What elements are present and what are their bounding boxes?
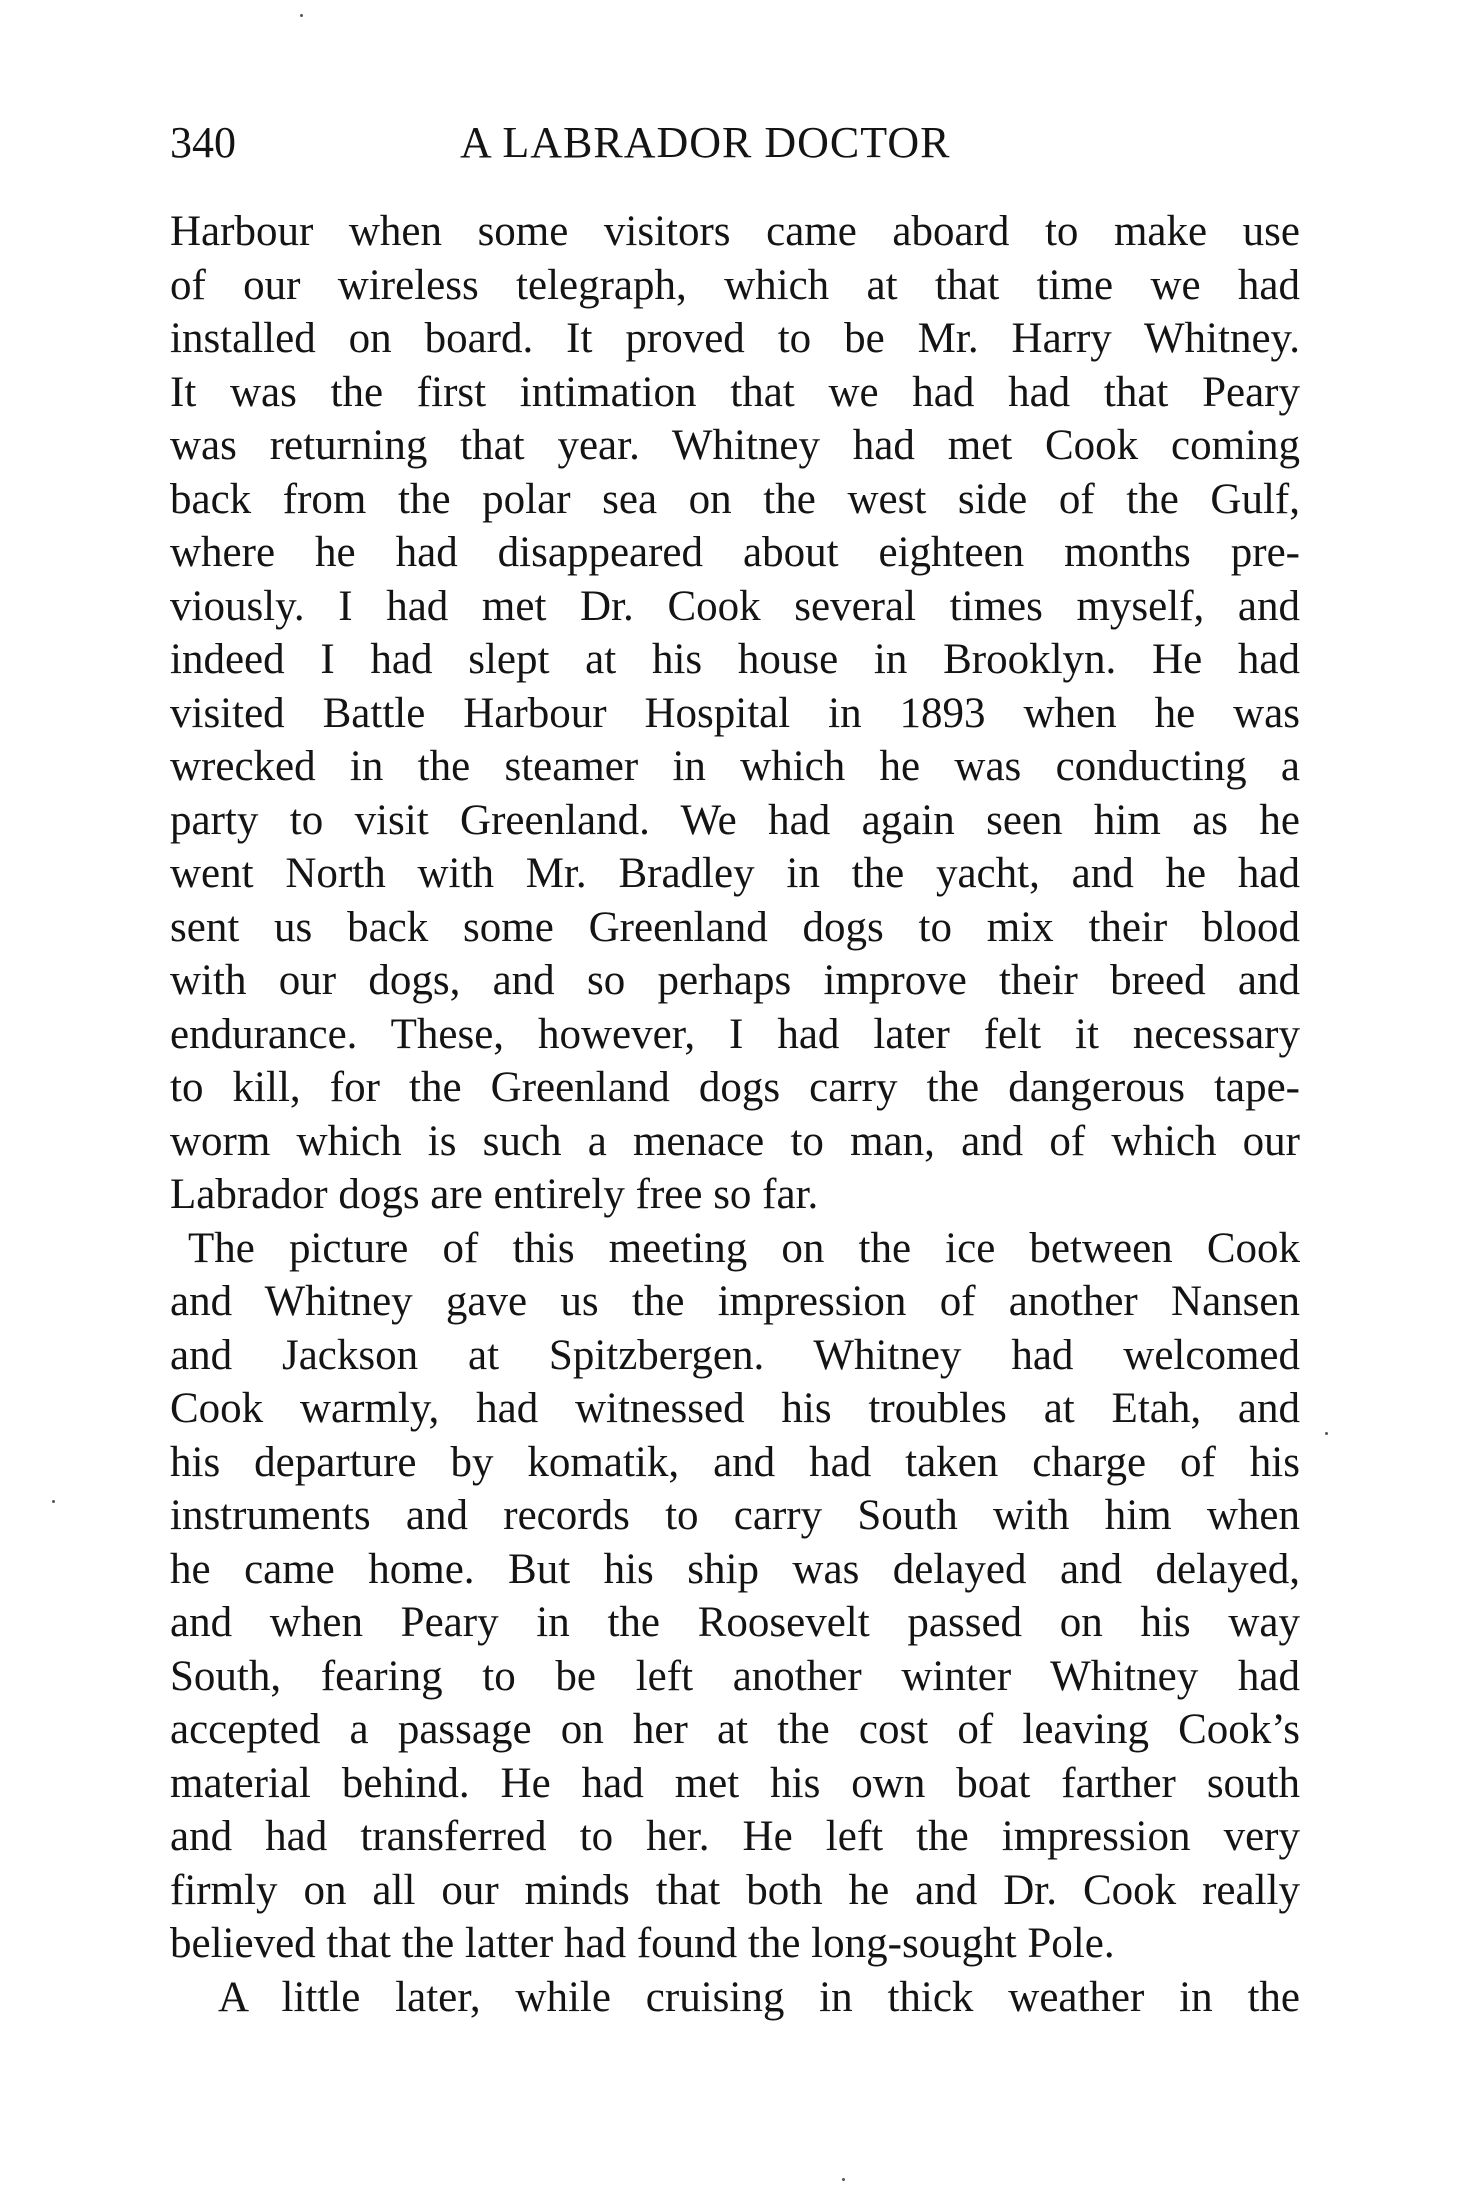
- text-line: of our wireless telegraph, which at that time we had: [170, 261, 1300, 309]
- text-line: back from the polar sea on the west side of the Gulf,: [170, 475, 1300, 523]
- scan-speck: [300, 14, 303, 17]
- text-line: with our dogs, and so perhaps improve their breed and: [170, 957, 1300, 1004]
- text-line: his departure by komatik, and had taken charge of his: [170, 1438, 1300, 1486]
- text-line: worm which is such a menace to man, and of which our: [170, 1117, 1300, 1165]
- text-line: and Jackson at Spitzbergen. Whitney had welcomed: [170, 1331, 1300, 1379]
- text-line: indeed I had slept at his house in Brooklyn. He had: [170, 636, 1300, 683]
- text-line: endurance. These, however, I had later felt it necessary: [170, 1010, 1300, 1058]
- scan-speck: [52, 1500, 55, 1503]
- text-line: installed on board. It proved to be Mr. Harry Whitney.: [170, 315, 1300, 362]
- text-line: material behind. He had met his own boat farther south: [170, 1759, 1300, 1807]
- text-line: visited Battle Harbour Hospital in 1893 when he was: [170, 689, 1300, 737]
- text-line: Harbour when some visitors came aboard to make use: [170, 208, 1300, 255]
- scan-speck: [842, 2178, 845, 2181]
- text-line-paragraph-end: Labrador dogs are entirely free so far.: [170, 1171, 819, 1218]
- text-line-paragraph-start: The picture of this meeting on the ice between Cook: [188, 1224, 1300, 1272]
- text-line: went North with Mr. Bradley in the yacht, and he had: [170, 850, 1300, 897]
- text-line: Cook warmly, had witnessed his troubles at Etah, and: [170, 1385, 1300, 1432]
- text-line: to kill, for the Greenland dogs carry the dangerous tape-: [170, 1064, 1300, 1111]
- text-line: and had transferred to her. He left the impression very: [170, 1813, 1300, 1860]
- text-line: It was the first intimation that we had had that Peary: [170, 368, 1300, 416]
- body-text: [170, 205, 1300, 2024]
- text-line: viously. I had met Dr. Cook several times myself, and: [170, 582, 1300, 630]
- text-line-paragraph-end: believed that the latter had found the long-sought Pole.: [170, 1920, 1115, 1967]
- running-title: A LABRADOR DOCTOR: [460, 118, 951, 167]
- text-line: was returning that year. Whitney had met Cook coming: [170, 422, 1300, 469]
- text-line: where he had disappeared about eighteen months pre-: [170, 529, 1300, 576]
- text-line: instruments and records to carry South with him when: [170, 1492, 1300, 1539]
- text-line-paragraph-start: A little later, while cruising in thick weather in the: [218, 1973, 1300, 2021]
- text-line: he came home. But his ship was delayed and delayed,: [170, 1545, 1300, 1593]
- text-line: and when Peary in the Roosevelt passed on his way: [170, 1599, 1300, 1646]
- text-line: South, fearing to be left another winter Whitney had: [170, 1652, 1300, 1700]
- text-line: and Whitney gave us the impression of another Nansen: [170, 1278, 1300, 1325]
- text-line: wrecked in the steamer in which he was conducting a: [170, 743, 1300, 790]
- scan-speck: [1325, 1432, 1328, 1435]
- text-line: firmly on all our minds that both he and Dr. Cook really: [170, 1866, 1300, 1914]
- text-line: party to visit Greenland. We had again seen him as he: [170, 796, 1300, 844]
- text-line: accepted a passage on her at the cost of leaving Cook’s: [170, 1706, 1300, 1753]
- text-line: sent us back some Greenland dogs to mix their blood: [170, 903, 1300, 951]
- running-head: [170, 108, 1300, 178]
- page-number: 340: [170, 118, 236, 167]
